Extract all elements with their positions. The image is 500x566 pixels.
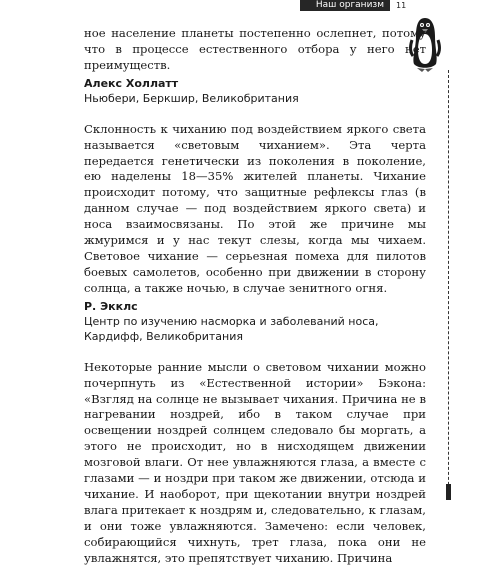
page-number: 11	[396, 1, 407, 10]
paragraph-2: Склонность к чиханию под воздействием яркого света называется «световым чиханием». Эта черта передается генетически из поколения в поколение, ею наделены 18—35% жителей планеты. Чихание происходит потому, что защитные рефлексы глаз (в данном случае — под воздействием яркого света) и носа взаимосвязаны. По этой же причине мы жмуримся и у нас текут слезы, когда мы чихаем. Световое чихание — серьезная помеха для пилотов боевых самолетов, особенно при движении в сторону солнца, а также ночью, в случае зенитного огня.	[84, 121, 426, 295]
intro-paragraph: ное население планеты постепенно ослепнет, потому что в процессе естественного отбора у него нет преимуществ.	[84, 26, 426, 72]
margin-rule	[448, 70, 450, 500]
signature-2-name: Р. Экклс	[84, 299, 138, 313]
signature-2-affiliation-line2: Кардифф, Великобритания	[84, 329, 243, 343]
signature-1	[84, 76, 426, 106]
running-header	[300, 0, 390, 11]
margin-rule-end	[446, 484, 451, 500]
signature-1-name: Алекс Холлатт	[84, 76, 179, 90]
paragraph-3: Некоторые ранние мысли о световом чихании можно почерпнуть из «Естественной истории» Бэкона: «Взгляд на солнце не вызывает чихания. Причина не в нагревании ноздрей, ибо в таком случае при освещении ноздрей солнцем следовало бы моргать, а этого не происходит, но в нисходящем движении мозговой влаги. От нее увлажняются глаза, а вместе с глазами — и ноздри при таком же движении, отсюда и чихание. И наоборот, при щекотании внутри ноздрей влага притекает к ноздрям и, следовательно, к глазам, и они тоже увлажняются. Замечено: если человек, собирающийся чихнуть, трет глаза, пока они не увлажнятся, это препятствует чиханию. Причина	[84, 359, 426, 565]
signature-2	[84, 299, 426, 344]
page-body	[84, 26, 426, 566]
running-header-title: Наш организм	[315, 0, 384, 10]
signature-2-affiliation-line1: Центр по изучению насморка и заболеваний носа,	[84, 314, 379, 328]
signature-1-affiliation: Ньюбери, Беркшир, Великобритания	[84, 91, 299, 105]
